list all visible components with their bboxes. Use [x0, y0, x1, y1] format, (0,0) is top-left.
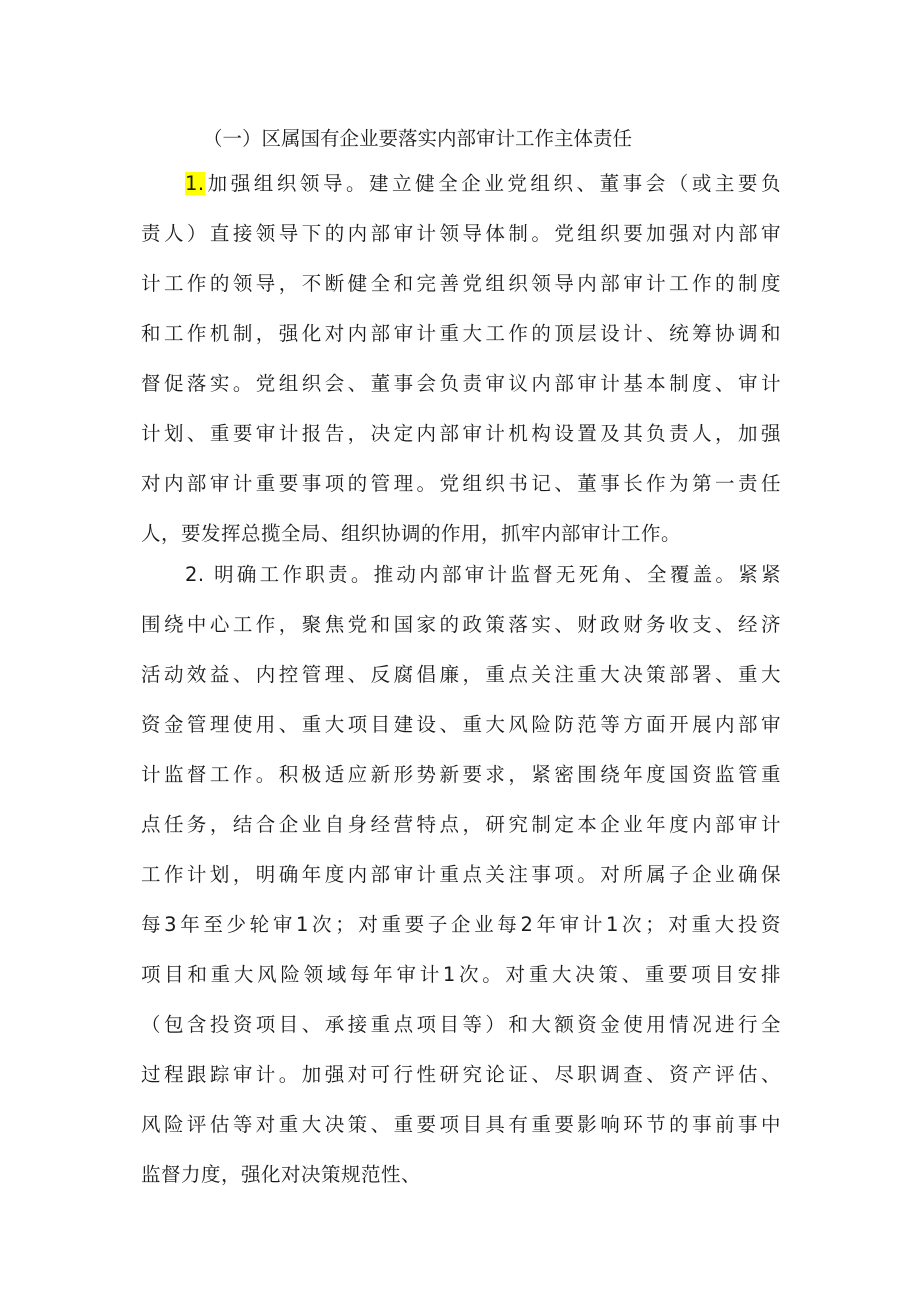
paragraph-line: 资金管理使用、重大项目建设、重大风险防范等方面开展内部审 [141, 713, 781, 736]
section-heading: （一）区属国有企业要落实内部审计工作主体责任 [203, 127, 633, 150]
highlighted-number: 1. [185, 172, 205, 195]
paragraph-line: 工作计划，明确年度内部审计重点关注事项。对所属子企业确保 [141, 863, 781, 886]
paragraph-line: 风险评估等对重大决策、重要项目具有重要影响环节的事前事中 [141, 1113, 781, 1136]
paragraph-line: 计划、重要审计报告，决定内部审计机构设置及其负责人，加强 [141, 422, 781, 445]
paragraph-line: 每3年至少轮审1次；对重要子企业每2年审计1次；对重大投资 [141, 913, 781, 936]
paragraph-line: 过程跟踪审计。加强对可行性研究论证、尽职调查、资产评估、 [141, 1063, 781, 1086]
paragraph-line: 项目和重大风险领域每年审计1次。对重大决策、重要项目安排 [141, 963, 781, 986]
paragraph-line: 点任务，结合企业自身经营特点，研究制定本企业年度内部审计 [141, 813, 781, 836]
paragraph-line: 计工作的领导，不断健全和完善党组织领导内部审计工作的制度 [141, 272, 781, 295]
paragraph-line: 责人）直接领导下的内部审计领导体制。党组织要加强对内部审 [141, 222, 781, 245]
paragraph-line: 活动效益、内控管理、反腐倡廉，重点关注重大决策部署、重大 [141, 663, 781, 686]
paragraph-line: 2. 明确工作职责。推动内部审计监督无死角、全覆盖。紧紧 [185, 563, 781, 586]
paragraph-line: 1.加强组织领导。建立健全企业党组织、董事会（或主要负 [185, 172, 781, 195]
paragraph-line: 人，要发挥总揽全局、组织协调的作用，抓牢内部审计工作。 [141, 522, 682, 545]
paragraph-2 [141, 550, 781, 1200]
paragraph-line: （包含投资项目、承接重点项目等）和大额资金使用情况进行全 [141, 1013, 781, 1036]
paragraph-line: 督促落实。党组织会、董事会负责审议内部审计基本制度、审计 [141, 372, 781, 395]
paragraph-line: 计监督工作。积极适应新形势新要求，紧密围绕年度国资监管重 [141, 763, 781, 786]
paragraph-line: 对内部审计重要事项的管理。党组织书记、董事长作为第一责任 [141, 472, 781, 495]
paragraph-line: 围绕中心工作，聚焦党和国家的政策落实、财政财务收支、经济 [141, 613, 781, 636]
paragraph-line: 监督力度，强化对决策规范性、 [141, 1163, 422, 1186]
paragraph-line: 和工作机制，强化对内部审计重大工作的顶层设计、统筹协调和 [141, 322, 781, 345]
paragraph-1 [141, 159, 781, 559]
